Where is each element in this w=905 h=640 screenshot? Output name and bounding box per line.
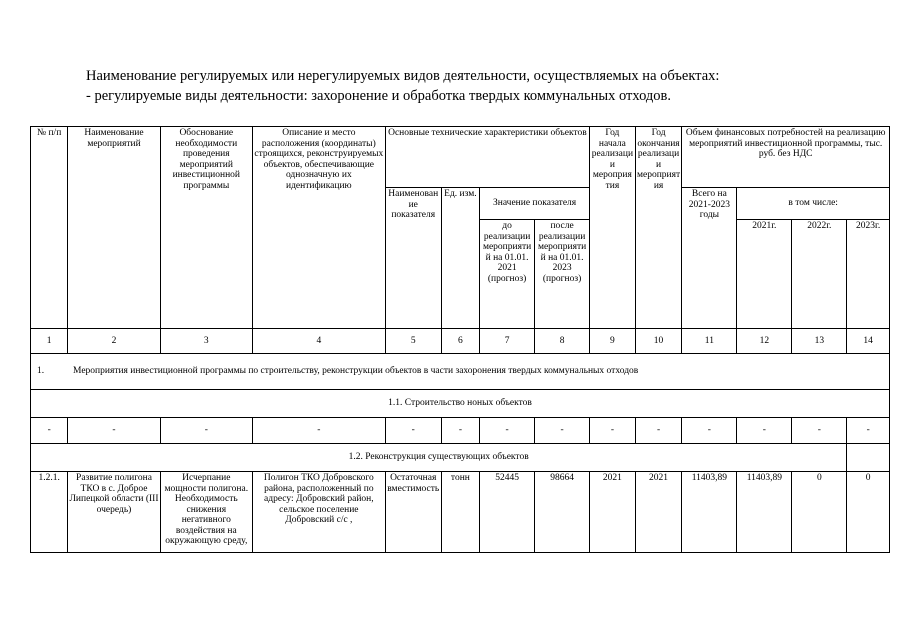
- column-number: 3: [160, 329, 252, 354]
- header-row-1: [31, 127, 890, 188]
- row-justification: Исчерпание мощности полигона. Необходимость снижения негативного воздействия на окружающую среду,: [160, 472, 252, 553]
- column-number: 12: [737, 329, 792, 354]
- table-row: [31, 472, 890, 553]
- column-number: 2: [68, 329, 160, 354]
- header-after: после реализации мероприятий на 01.01. 2023 (прогноз): [535, 220, 590, 329]
- column-number: 10: [635, 329, 682, 354]
- column-number: 4: [252, 329, 385, 354]
- header-unit: Ед. изм.: [441, 188, 479, 329]
- header-name: Наименование мероприятий: [68, 127, 160, 329]
- table-cell: -: [31, 418, 68, 444]
- table-cell: -: [385, 418, 441, 444]
- table-cell: -: [441, 418, 479, 444]
- table-cell: -: [68, 418, 160, 444]
- section-1: [31, 354, 890, 390]
- section-title: Мероприятия инвестиционной программы по строительству, реконструкции объектов в части захоронения твердых коммунальных отходов: [73, 366, 639, 377]
- row-before: 52445: [480, 472, 535, 553]
- table-cell: -: [160, 418, 252, 444]
- row-num: 1.2.1.: [31, 472, 68, 553]
- row-2023: 0: [847, 472, 890, 553]
- header-total: Всего на 2021-2023 годы: [682, 188, 737, 329]
- header-description: Описание и место расположения (координаты) строящихся, реконструируемых объектов, обеспечивающие однозначную их идентификацию: [252, 127, 385, 329]
- investment-program-table: [30, 126, 890, 553]
- row-total: 11403,89: [682, 472, 737, 553]
- header-justification: Обоснование необходимости проведения мероприятий инвестиционной программы: [160, 127, 252, 329]
- table-cell: -: [847, 418, 890, 444]
- header-before: до реализации мероприятий на 01.01. 2021 (прогноз): [480, 220, 535, 329]
- column-number: 11: [682, 329, 737, 354]
- table-cell: -: [792, 418, 847, 444]
- row-year-end: 2021: [635, 472, 682, 553]
- subsection-1-2: 1.2. Реконструкция существующих объектов: [31, 444, 847, 472]
- heading-line-1: Наименование регулируемых или нерегулируемых видов деятельности, осуществляемых на объектах:: [86, 68, 720, 84]
- row-name: Развитие полигона ТКО в с. Доброе Липецкой области (III очередь): [68, 472, 160, 553]
- column-number: 13: [792, 329, 847, 354]
- column-number-row: [31, 329, 890, 354]
- row-after: 98664: [535, 472, 590, 553]
- row-year-start: 2021: [590, 472, 636, 553]
- table-cell: -: [737, 418, 792, 444]
- row-2022: 0: [792, 472, 847, 553]
- column-number: 6: [441, 329, 479, 354]
- header-num: № п/п: [31, 127, 68, 329]
- table-cell: -: [535, 418, 590, 444]
- header-finance: Объем финансовых потребностей на реализацию мероприятий инвестиционной программы, тыс. руб. без НДС: [682, 127, 890, 188]
- subsection-row: [31, 390, 890, 418]
- header-2021: 2021г.: [737, 220, 792, 329]
- row-unit: тонн: [441, 472, 479, 553]
- table-cell: [847, 444, 890, 472]
- header-year-start: Год начала реализации мероприятия: [590, 127, 636, 329]
- column-number: 8: [535, 329, 590, 354]
- column-number: 5: [385, 329, 441, 354]
- row-indicator: Остаточная вместимость: [385, 472, 441, 553]
- subsection-1-1: 1.1. Строительство ноных объектов: [31, 390, 890, 418]
- table-cell: -: [590, 418, 636, 444]
- header-2022: 2022г.: [792, 220, 847, 329]
- header-indicator-value: Значение показателя: [480, 188, 590, 220]
- subsection-row: [31, 444, 890, 472]
- table-row: [31, 418, 890, 444]
- header-tech: Основные технические характеристики объектов: [385, 127, 589, 188]
- table-cell: -: [635, 418, 682, 444]
- row-description: Полигон ТКО Добровского района, расположенный по адресу: Добровский район, сельское поселение Добровский с/с ,: [252, 472, 385, 553]
- section-number: 1.: [37, 366, 45, 377]
- header-including: в том числе:: [737, 188, 890, 220]
- table-cell: -: [480, 418, 535, 444]
- column-number: 9: [590, 329, 636, 354]
- heading-line-2: - регулируемые виды деятельности: захоронение и обработка твердых коммунальных отходов.: [86, 88, 672, 104]
- section-row: [31, 354, 890, 390]
- column-number: 7: [480, 329, 535, 354]
- table-cell: -: [682, 418, 737, 444]
- row-2021: 11403,89: [737, 472, 792, 553]
- column-number: 1: [31, 329, 68, 354]
- column-number: 14: [847, 329, 890, 354]
- header-indicator-name: Наименование показателя: [385, 188, 441, 329]
- document-heading: [86, 66, 719, 106]
- header-year-end: Год окончания реализации мероприятия: [635, 127, 682, 329]
- table-cell: -: [252, 418, 385, 444]
- header-2023: 2023г.: [847, 220, 890, 329]
